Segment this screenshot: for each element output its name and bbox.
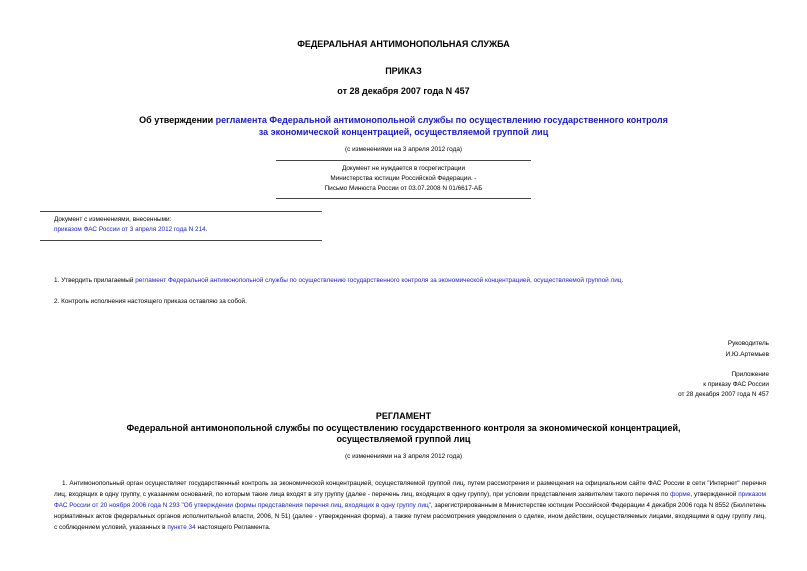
changes-note: (с изменениями на 3 апреля 2012 года) [345,146,462,153]
regulation-title: РЕГЛАМЕНТ [375,411,432,421]
order-293-link[interactable]: приказом ФАС России от 20 ноября 2006 года N 293 "Об утверждении формы представления перечня лиц, входящих в одну группу лиц" [54,491,766,509]
doc-type: ПРИКАЗ [385,66,422,76]
signature-position: Руководитель [727,340,769,347]
divider [276,198,531,199]
registration-line1: Документ не нуждается в госрегистрации [341,165,466,172]
appendix-line3: от 28 декабря 2007 года N 457 [678,391,769,398]
divider [276,160,531,161]
registration-line3: Письмо Минюста России от 03.07.2008 N 01/6617-АБ [324,185,483,192]
regulation-changes-note: (с изменениями на 3 апреля 2012 года) [345,453,462,460]
amendment-link[interactable]: приказом ФАС России от 3 апреля 2012 года N 214. [54,226,208,233]
divider [40,240,322,241]
title-prefix: Об утверждении [139,115,216,125]
amendments-label: Документ с изменениями, внесенными: [54,216,172,223]
appendix-line2: к приказу ФАС России [703,381,769,388]
form-link[interactable]: форме [670,491,691,498]
appendix-line1: Приложение [731,371,769,378]
clause-34-link[interactable]: пункте 34 [167,524,196,531]
regulation-subtitle-line2: осуществляемой группой лиц [336,434,471,444]
registration-line2: Министерства юстиции Российской Федерации. - [330,175,477,182]
signature-name: И.Ю.Артемьев [725,351,769,358]
regulation-paragraph-1: 1. Антимонопольный орган осуществляет государственный контроль за экономической концентрацией, осуществляемой группой лиц, путем рассмотрения и размещения на официальном сайте ФАС России в сети "Интернет" перечня лиц, входящих в одну группу, с указанием оснований, по которым такие лица входят в эту группу (далее - перечень лиц, входящих в одну группу), при условии представления заявителем такого перечня по форме, утвержденной приказом ФАС России от 20 ноября 2006 года N 293 "Об утверждении формы представления перечня лиц, входящих в одну группу лиц", зарегистрированным в Министерстве юстиции Российской Федерации 4 декабря 2006 года N 8552 (Бюллетень нормативных актов федеральных органов исполнительной власти, 2006, N 51) (далее - утвержденная форма), а также путем рассмотрения уведомления о сделке, ином действии, осуществляемых лицами, входящими в одну группу лиц, с соблюдением условий, указанных в пункте 34 настоящего Регламента. [54,480,766,531]
item-1: 1. Утвердить прилагаемый регламент Федеральной антимонопольной службы по осуществлению государственного контроля за экономической концентрацией, осуществляемой группой лиц. [54,277,624,284]
regulation-link-item1[interactable]: регламент Федеральной антимонопольной службы по осуществлению государственного контроля за экономической концентрацией, осуществляемой группой лиц [135,277,622,284]
regulation-subtitle-line1: Федеральной антимонопольной службы по осуществлению государственного контроля за экономической концентрацией, [126,423,681,433]
agency-name: ФЕДЕРАЛЬНАЯ АНТИМОНОПОЛЬНАЯ СЛУЖБА [297,39,510,49]
item-2: 2. Контроль исполнения настоящего приказа оставляю за собой. [54,298,247,305]
doc-title-line2 [0,127,807,137]
divider [40,211,322,212]
regulation-link-title-cont[interactable]: за экономической концентрацией, осуществляемой группой лиц [258,127,549,137]
doc-date-number: от 28 декабря 2007 года N 457 [337,86,470,96]
regulation-link-title[interactable]: регламента Федеральной антимонопольной службы по осуществлению государственного контроля [215,115,668,125]
doc-title-line1 [0,115,807,125]
